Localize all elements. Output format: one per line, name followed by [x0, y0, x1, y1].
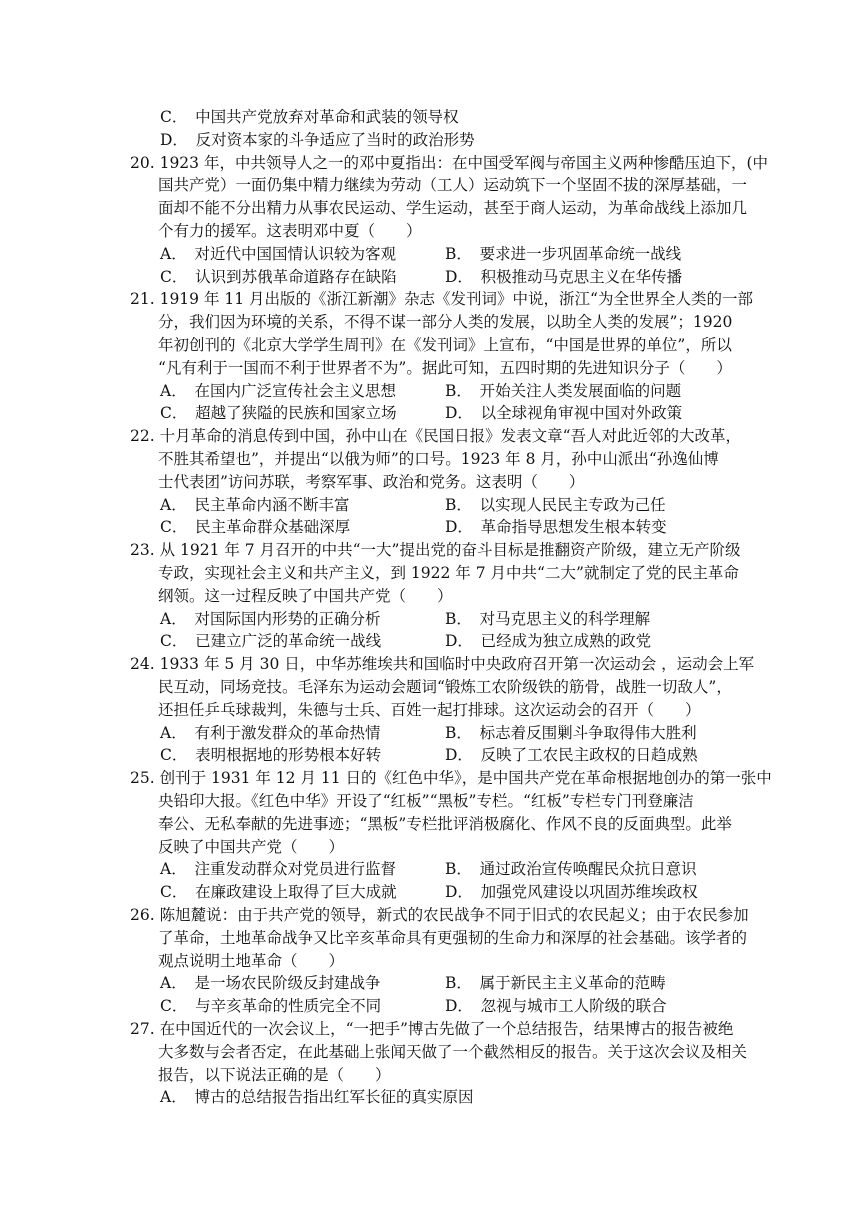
option-d: D． 反映了工农民主政权的日趋成熟: [445, 746, 698, 765]
option-a: A． 民主革命内涵不断丰富: [160, 495, 350, 514]
question-stem-line: 奉公、无私奉献的先进事迹；“黑板”专栏批评消极腐化、作风不良的反面典型。此举: [158, 814, 732, 833]
question-stem-line: 个有力的援军。这表明邓中夏（ ）: [158, 222, 422, 240]
question-stem-line: 央铅印大报。《红色中华》开设了“红板”“黑板”专栏。“红板”专栏专门刊登廉洁: [158, 792, 694, 810]
question-stem: 25. 创刊于 1931 年 12 月 11 日的《红色中华》，是中国共产党在革命根据地创办的第一张中: [130, 769, 772, 788]
option-a: A． 注重发动群众对党员进行监督: [160, 860, 396, 879]
option-a: A． 有利于激发群众的革命热情: [160, 723, 381, 742]
option-c: C． 与辛亥革命的性质完全不同: [160, 997, 382, 1016]
question-stem-line: 大多数与会者否定，在此基础上张闻天做了一个截然相反的报告。关于这次会议及相关: [158, 1042, 748, 1061]
option-a: A． 在国内广泛宣传社会主义思想: [160, 381, 396, 400]
option-b: B． 对马克思主义的科学理解: [445, 609, 651, 628]
option-b: B． 要求进一步巩固革命统一战线: [445, 244, 682, 263]
question-stem-line: 纲领。这一过程反映了中国共产党（ ）: [158, 586, 453, 605]
option-c: C． 认识到苏俄革命道路存在缺陷: [160, 267, 397, 286]
question-stem: 26. 陈旭麓说：由于共产党的领导，新式的农民战争不同于旧式的农民起义；由于农民参加: [130, 906, 749, 924]
question-stem-line: 分，我们因为环境的关系，不得不谋一部分人类的发展，以助全人类的发展”；1920: [158, 313, 733, 332]
question-stem-line: 反映了中国共产党（ ）: [158, 837, 345, 856]
question-stem: 24. 1933 年 5 月 30 日，中华苏维埃共和国临时中央政府召开第一次运动会 ，运动会上军: [130, 655, 755, 674]
question-stem-line: 专政，实现社会主义和共产主义，到 1922 年 7 月中共“二大”就制定了党的民主革命: [158, 564, 739, 582]
option-c: C． 超越了狭隘的民族和国家立场: [160, 404, 397, 423]
option-c: C． 民主革命群众基础深厚: [160, 518, 351, 537]
option-b: B． 通过政治宣传唤醒民众抗日意识: [445, 860, 697, 879]
question-stem-line: 了革命，土地革命战争又比辛亥革命具有更强韧的生命力和深厚的社会基础。该学者的: [158, 928, 748, 947]
option-d: D． 忽视与城市工人阶级的联合: [445, 997, 667, 1016]
option-a: A． 博古的总结报告指出红军长征的真实原因: [160, 1088, 474, 1107]
option-c: C． 表明根据地的形势根本好转: [160, 746, 382, 765]
question-stem: 27. 在中国近代的一次会议上，“一把手”博古先做了一个总结报告，结果博古的报告被绝: [130, 1020, 734, 1038]
option-a: A． 对国际国内形势的正确分析: [160, 609, 381, 628]
question-stem-line: 观点说明土地革命（ ）: [158, 951, 345, 970]
question-stem: 23. 从 1921 年 7 月召开的中共“一大”提出党的奋斗目标是推翻资产阶级，建立无产阶级: [130, 541, 741, 560]
option-d: D． 革命指导思想发生根本转变: [445, 518, 667, 537]
question-stem: 21. 1919 年 11 月出版的《浙江新潮》杂志《发刊词》中说，浙江“为全世界全人类的一部: [130, 290, 753, 309]
option-d: D． 已经成为独立成熟的政党: [445, 632, 652, 651]
lead-option-d: D． 反对资本家的斗争适应了当时的政治形势: [160, 130, 475, 149]
question-stem-line: 士代表团”访问苏联，考察军事、政治和党务。这表明（ ）: [158, 472, 585, 491]
option-b: B． 标志着反围剿斗争取得伟大胜利: [445, 723, 697, 742]
question-stem-line: 年初创刊的《北京大学学生周刊》在《发刊词》上宣布，“中国是世界的单位”，所以: [158, 336, 732, 354]
option-d: D． 加强党风建设以巩固苏维埃政权: [445, 883, 698, 902]
option-a: A． 是一场农民阶级反封建战争: [160, 974, 381, 993]
question-stem-line: 面却不能不分出精力从事农民运动、学生运动，甚至于商人运动，为革命战线上添加几: [158, 199, 748, 218]
question-stem-line: “凡有利于一国而不利于世界者不为”。据此可知，五四时期的先进知识分子（ ）: [158, 358, 732, 377]
question-stem-line: 还担任乒乓球裁判，朱德与士兵、百姓一起打排球。这次运动会的召开（ ）: [158, 700, 701, 719]
option-c: C． 在廉政建设上取得了巨大成就: [160, 883, 397, 902]
option-b: B． 属于新民主主义革命的范畴: [445, 974, 666, 993]
question-stem: 22. 十月革命的消息传到中国，孙中山在《民国日报》发表文章“吾人对此近邻的大改革，: [130, 427, 742, 446]
question-stem-line: 国共产党）一面仍集中精力继续为劳动（工人）运动筑下一个坚固不拔的深厚基础，一: [158, 176, 748, 195]
question-stem-line: 不胜其希望也”，并提出“以俄为师”的口号。1923 年 8 月，孙中山派出“孙逸仙博: [158, 450, 719, 468]
option-c: C． 已建立广泛的革命统一战线: [160, 632, 382, 651]
lead-option-c: C． 中国共产党放弃对革命和武装的领导权: [160, 108, 459, 126]
option-a: A． 对近代中国国情认识较为客观: [160, 244, 396, 263]
option-d: D． 以全球视角审视中国对外政策: [445, 404, 683, 423]
question-stem-line: 报告，以下说法正确的是（ ）: [158, 1065, 391, 1084]
option-b: B． 以实现人民民主专政为己任: [445, 495, 666, 514]
question-stem-line: 民互动，同场竞技。毛泽东为运动会题词“锻炼工农阶级铁的筋骨，战胜一切敌人”，: [158, 678, 732, 696]
option-d: D． 积极推动马克思主义在华传播: [445, 267, 683, 286]
option-b: B． 开始关注人类发展面临的问题: [445, 381, 682, 400]
question-stem: 20. 1923 年，中共领导人之一的邓中夏指出：在中国受军阀与帝国主义两种惨酷压迫下，(中: [130, 153, 769, 172]
